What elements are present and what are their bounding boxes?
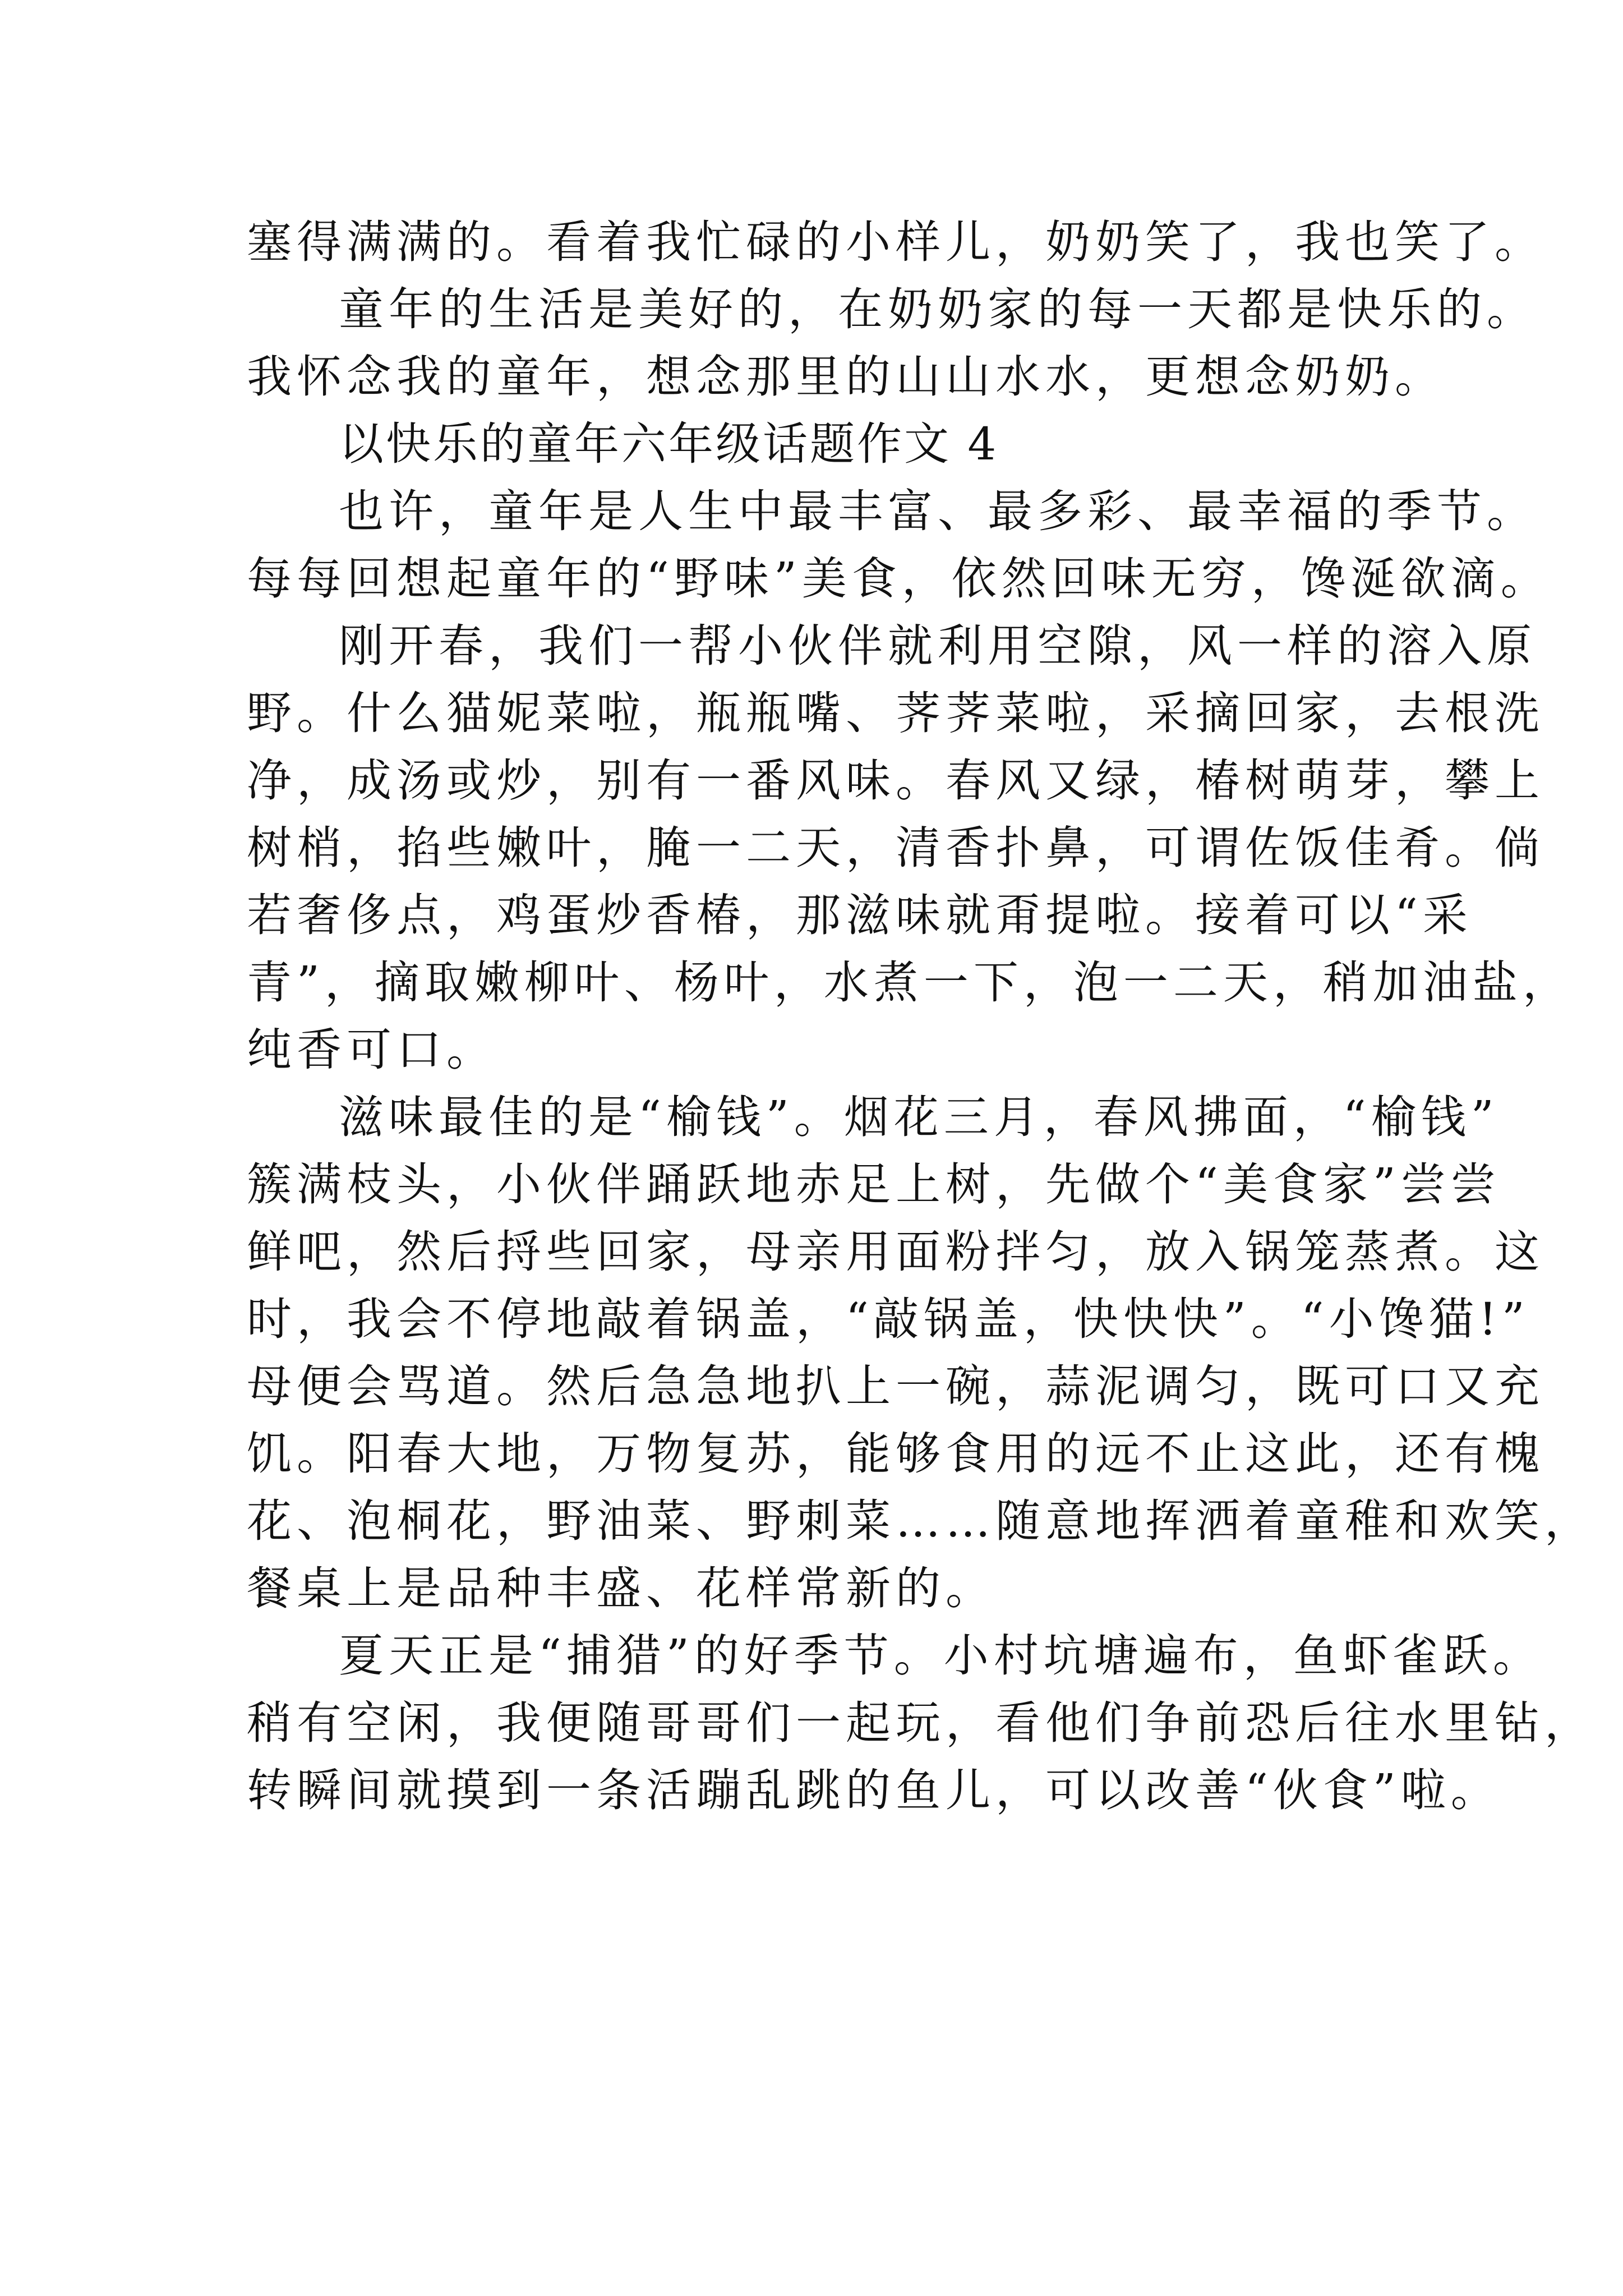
text-line: 转瞬间就摸到一条活蹦乱跳的鱼儿，可以改善“伙食”啦。	[247, 1764, 1501, 1816]
text-line: 鲜吧，然后捋些回家，母亲用面粉拌匀，放入锅笼蒸煮。这	[247, 1226, 1544, 1278]
text-line: 野。什么猫妮菜啦，瓶瓶嘴、荠荠菜啦，采摘回家，去根洗	[247, 687, 1544, 739]
text-line: 刚开春，我们一帮小伙伴就利用空隙，风一样的溶入原	[339, 620, 1537, 672]
text-line: 也许，童年是人生中最丰富、最多彩、最幸福的季节。	[339, 485, 1537, 537]
text-line: 每每回想起童年的“野味”美食，依然回味无穷，馋涎欲滴。	[247, 553, 1551, 605]
text-line: 滋味最佳的是“榆钱”。烟花三月，春风拂面，“榆钱”	[339, 1091, 1499, 1143]
text-line: 净，成汤或炒，别有一番风味。春风又绿，椿树萌芽，攀上	[247, 754, 1544, 807]
text-line: 树梢，掐些嫩叶，腌一二天，清香扑鼻，可谓佐饭佳肴。倘	[247, 822, 1544, 874]
text-line: 纯香可口。	[247, 1024, 496, 1076]
text-line: 餐桌上是品种丰盛、花样常新的。	[247, 1562, 995, 1614]
text-line: 时，我会不停地敲着锅盖，“敲锅盖，快快快”。“小馋猫!”	[247, 1293, 1530, 1345]
text-line: 饥。阳春大地，万物复苏，能够食用的远不止这此，还有槐	[247, 1428, 1544, 1480]
document-body	[247, 209, 1594, 1824]
text-line: 青”，摘取嫩柳叶、杨叶，水煮一下，泡一二天，稍加油盐，	[247, 956, 1573, 1009]
section-title: 以快乐的童年六年级话题作文 4	[339, 418, 999, 470]
text-line: 簇满枝头，小伙伴踊跃地赤足上树，先做个“美食家”尝尝	[247, 1158, 1501, 1211]
text-line: 稍有空闲，我便随哥哥们一起玩，看他们争前恐后往水里钻，	[247, 1697, 1594, 1749]
text-line: 花、泡桐花，野油菜、野刺菜……随意地挥洒着童稚和欢笑，	[247, 1495, 1594, 1547]
text-line: 塞得满满的。看着我忙碌的小样儿，奶奶笑了，我也笑了。	[247, 216, 1544, 268]
text-line: 童年的生活是美好的，在奶奶家的每一天都是快乐的。	[339, 283, 1537, 335]
text-line: 若奢侈点，鸡蛋炒香椿，那滋味就甭提啦。接着可以“采	[247, 889, 1473, 941]
text-line: 母便会骂道。然后急急地扒上一碗，蒜泥调匀，既可口又充	[247, 1360, 1544, 1412]
text-line: 夏天正是“捕猎”的好季节。小村坑塘遍布，鱼虾雀跃。	[339, 1630, 1543, 1682]
text-line: 我怀念我的童年，想念那里的山山水水，更想念奶奶。	[247, 351, 1445, 403]
